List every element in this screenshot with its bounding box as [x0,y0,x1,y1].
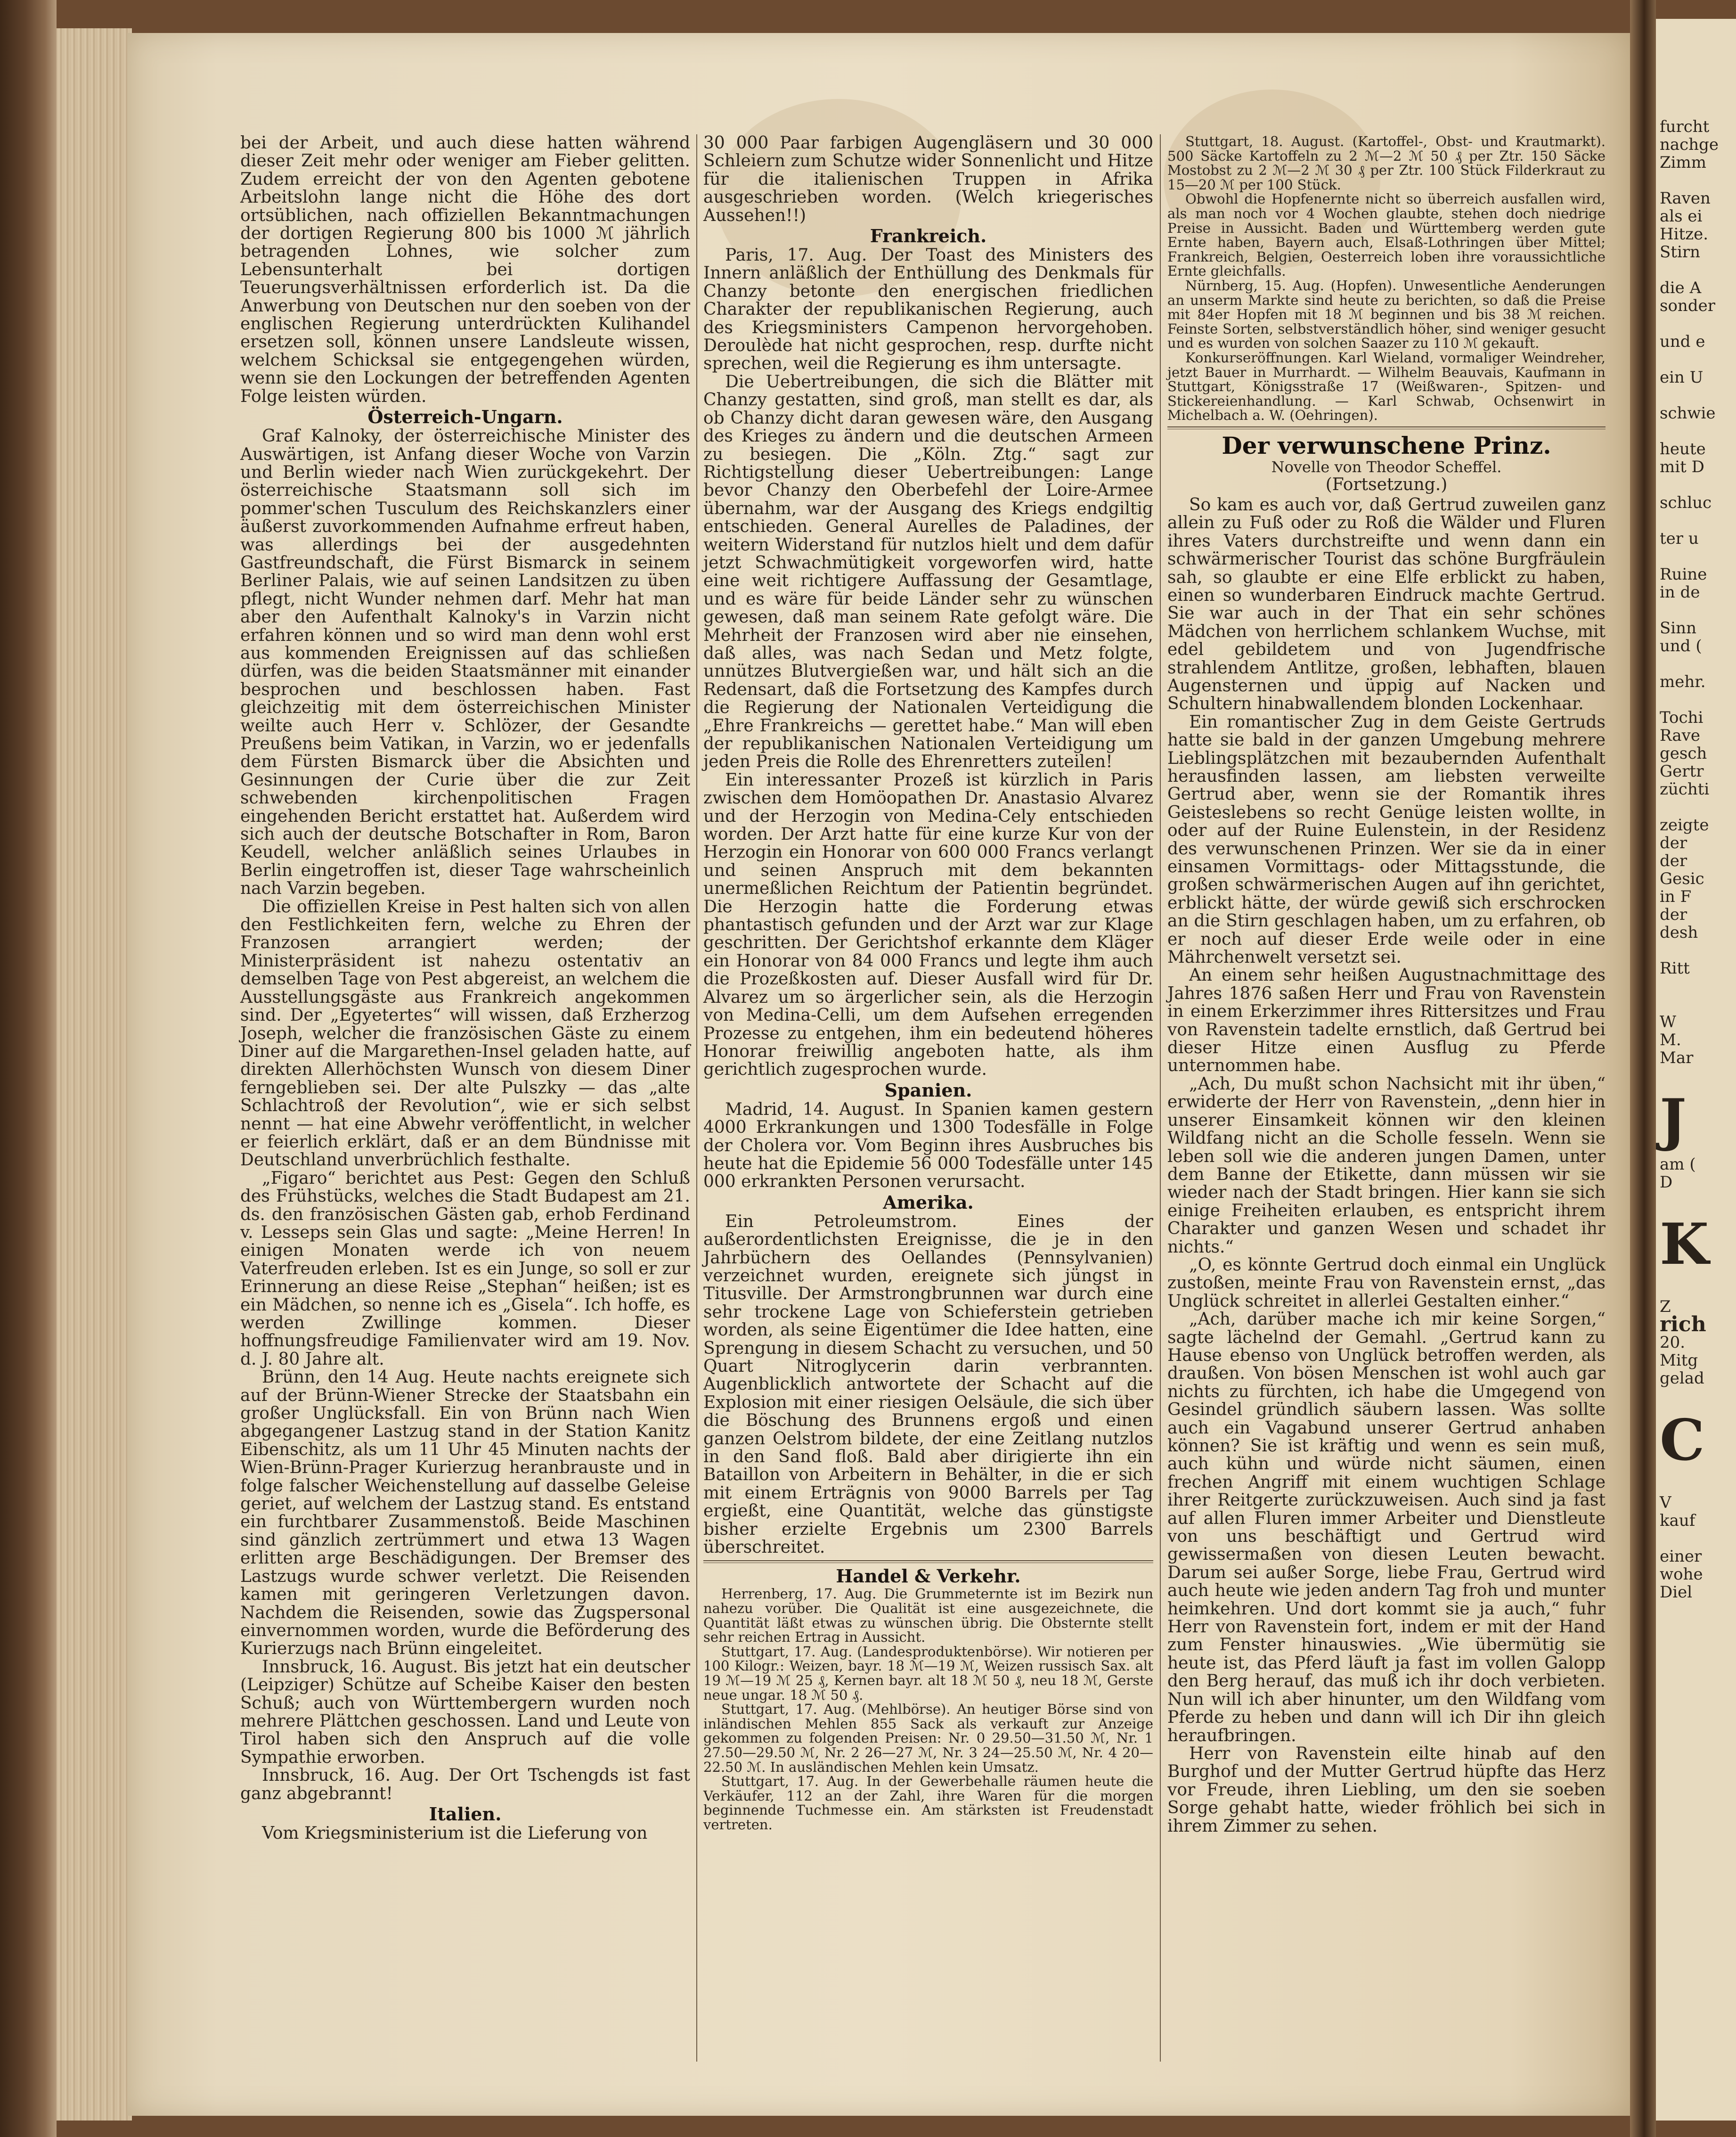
section-heading: Handel & Verkehr. [836,1565,1021,1587]
article-paragraph: Ein Petroleumstrom. Eines der außerordentlichsten Ereignisse, die je in den Jahrbüchern des Oellandes (Pennsylvanien) verzeichnet wurden, ereignete sich jüngst in Titusville. Der Armstrongbrunnen war durch eine sehr trockene Lage von Schieferstein getrieben worden, als seine Eigentümer die Idee hatten, eine Sprengung in diesem Schacht zu versuchen, und 50 Quart Nitroglycerin darin verbrannten. Augenblicklich antwortete der Schacht auf die Explosion mit einer riesigen Oelsäule, die sich über die Böschung des Brunnens ergoß und einen ganzen Oelstrom bildete, der eine Zeitlang nutzlos in den Sand floß. Bald aber dirigierte ihn ein Bataillon von Arbeitern in Behälter, in die er sich mit einem Erträgnis von 9000 Barrels per Tag ergießt, eine Quantität, welche das günstigste bisher erzielte Ergebnis um 2300 Barrels überschreitet. [703,1212,1153,1557]
market-report-paragraph: Nürnberg, 15. Aug. (Hopfen). Unwesentliche Aenderungen an unserm Markte sind heute zu berichten, so daß die Preise mit 84er Hopfen mit 18 ℳ beginnen und bis 38 ℳ reichen. Feinste Sorten, selbstverständlich höher, sind weniger gesucht und es wurden von solchen Saazer zu 110 ℳ gekauft. [1167,277,1606,352]
facing-page-fragment: Gertr [1660,762,1704,781]
facing-page-fragment: und ( [1660,637,1702,655]
market-report [703,1702,1153,1774]
section-heading: Spanien. [884,1079,972,1101]
facing-page-fragment: der [1660,852,1687,870]
column-rule [696,134,697,2062]
facing-page-fragment: einer [1660,1547,1702,1566]
facing-page-fragment: V [1660,1493,1671,1512]
facing-page-fragment: der [1660,905,1687,924]
market-report [1167,134,1606,192]
facing-page-fragment: Mar [1660,1048,1694,1067]
market-report [1167,192,1606,278]
article-paragraph: Innsbruck, 16. Aug. Der Ort Tschengds ist fast ganz abgebrannt! [240,1766,690,1803]
column-2 [703,134,1153,1832]
facing-page-fragment [1660,1387,1719,1405]
article-paragraph: Madrid, 14. August. In Spanien kamen gestern 4000 Erkrankungen und 1300 Todesfälle in Folge der Cholera vor. Vom Beginn ihres Ausbruches bis heute hat die Epidemie 56 000 Todesfälle unter 145 000 erkrankten Personen verursacht. [703,1099,1153,1192]
facing-page-fragment [1660,655,1719,673]
market-report-paragraph: Stuttgart, 17. Aug. (Landesproduktenbörse). Wir notieren per 100 Kilogr.: Weizen, bayr. 18 ℳ—19 ℳ, Weizen russisch Sax. alt 19 ℳ—19 ℳ 25 ₰, Kernen bayr. alt 18 ℳ 50 ₰, neu 18 ℳ, Gerste neue ungar. 18 ℳ 50 ₰. [703,1643,1153,1703]
section-heading: Frankreich. [870,225,987,247]
facing-page-fragment [1660,1530,1719,1547]
market-report [1167,278,1606,351]
article-paragraph: „Ach, darüber mache ich mir keine Sorgen,“ sagte lächelnd der Gemahl. „Gertrud kann zu Hause ebenso von Unglück betroffen werden, als draußen. Von bösen Menschen ist wohl auch gar nichts zu fürchten, ich habe die Umgegend von Gesindel gründlich säubern lassen. Was sollte auch ein Vagabund unserer Gertrud anhaben können? Sie ist kräftig und wenn es sein muß, auch kühn und würde nicht säumen, einen frechen Angriff mit einem wuchtigen Schlage ihrer Reitgerte zurückzuweisen. Auch sind ja fast auf allen Fluren immer Arbeiter und Dienstleute von uns beschäftigt und Gertrud wird gewissermaßen von diesen Leuten bewacht. Darum sei außer Sorge, liebe Frau, Gertrud wird auch heute wie jeden andern Tag froh und munter heimkehren. Und dort kommt sie ja auch,“ fuhr Herr von Ravenstein fort, indem er mit der Hand zum Fenster hinauswies. „Wie übermütig sie heute ist, das Pferd läuft ja fast im vollen Galopp den Berg herauf, das muß ich ihr doch verbieten. Nun will ich aber hinunter, um den Wildfang vom Pferde zu heben und dann will ich Dir ihn gleich heraufbringen. [1167,1310,1606,1745]
facing-page-fragment: furcht [1660,117,1710,136]
facing-page-fragment: schluc [1660,493,1712,512]
facing-page-fragment [1660,422,1719,440]
facing-page-fragment [1660,1191,1719,1209]
facing-page-text [1660,118,1719,1601]
facing-page-fragment: Zimm [1660,153,1706,172]
facing-page-fragment: Raven [1660,189,1711,208]
facing-page-fragment: Stirn [1660,243,1700,262]
facing-page-fragment [1660,512,1719,530]
article-paragraph: Vom Kriegsministerium ist die Lieferung von [262,1823,648,1843]
book-gutter [1630,0,1656,2137]
page-edges [57,28,132,2121]
story-title: Der verwunschene Prinz. [1222,431,1551,459]
article-paragraph: Die offiziellen Kreise in Pest halten sich von allen den Festlichkeiten fern, welche zu Ehren der Franzosen arrangiert werden; der Ministerpräsident ist nahezu ostentativ an demselben Tage von Pest abgereist, an welchem die Ausstellungsgäste aus Frankreich angekommen sind. Der „Egyetertes“ will wissen, daß Erzherzog Joseph, welcher die französischen Gäste zu einem Diner auf die Margarethen-Insel geladen hatte, auf direkten Allerhöchsten Wunsch von diesem Diner ferngeblieben sei. Der alte Pulszky — das „alte Schlachtroß der Revolution“, wie er sich selbst nennt — hat eine Abwehr veröffentlicht, in welcher er feierlich erklärt, daß er an dem Bündnisse mit Deutschland unverbrüchlich festhalte. [240,897,690,1170]
facing-page-fragment: gesch [1660,744,1707,763]
facing-page-fragment: wohe [1660,1565,1703,1584]
facing-page-fragment: sonder [1660,296,1715,315]
facing-page-fragment [1660,351,1719,368]
article-paragraph: An einem sehr heißen Augustnachmittage des Jahres 1876 saßen Herr und Frau von Ravenstein in einem Erkerzimmer ihres Rittersitzes und Frau von Ravenstein tadelte ernstlich, daß Gertrud bei dieser Hitze einen Ausflug zu Pferde unternommen habe. [1167,966,1606,1076]
facing-page-fragment [1660,1280,1719,1298]
facing-page-fragment [1660,172,1719,189]
article-paragraph: Brünn, den 14 Aug. Heute nachts ereignete sich auf der Brünn-Wiener Strecke der Staatsbahn ein großer Unglücksfall. Ein von Brünn nach Wien abgegangener Lastzug stand in der Station Kanitz Eibenschitz, als um 11 Uhr 45 Minuten nachts der Wien-Brünn-Prager Kurierzug heranbrauste und in folge falscher Weichenstellung auf dasselbe Geleise geriet, auf welchem der Lastzug stand. Es entstand ein furchtbarer Zusammenstoß. Beide Maschinen sind gänzlich zertrümmert und etwa 13 Wagen erlitten arge Beschädigungen. Der Bremser des Lastzugs wurde schwer verletzt. Die Reisenden kamen mit geringeren Verletzungen davon. Nachdem die Reisenden, sowie das Zugspersonal einvernommen worden, wurde die Beförderung des Kurierzugs nach Brünn eingeleitet. [240,1367,690,1659]
market-report [703,1587,1153,1644]
facing-page-fragment: ter u [1660,529,1699,548]
facing-page-fragment: in F [1660,887,1692,906]
facing-page-fragment [1660,1476,1719,1494]
facing-page-fragment: in de [1660,583,1700,602]
facing-page-fragment: Tochi [1660,708,1703,727]
facing-page-fragment: K [1660,1211,1709,1277]
facing-page-fragment: Ritt [1660,959,1690,978]
facing-page-fragment: M. [1660,1031,1681,1049]
continuation-note: (Fortsetzung.) [1325,475,1448,494]
article-paragraph: Die Uebertreibungen, die sich die Blätter mit Chanzy gestatten, sind groß, man stellt es dar, als ob Chanzy dicht daran gewesen wäre, den Ausgang des Krieges zu ändern und die deutschen Armeen zu besiegen. Die „Köln. Ztg.“ sagt zur Richtigstellung dieser Uebertreibungen: Lange bevor Chanzy den Oberbefehl der Loire-Armee übernahm, war der Ausgang des Kriegs endgiltig entschieden. General Aurelles de Paladines, der weitern Widerstand für nutzlos hielt und dem dafür jetzt Schwachmütigkeit vorgeworfen wird, hatte eine weit richtigere Auffassung der Gesamtlage, und es wäre für beide Länder sehr zu wünschen gewesen, daß man seinem Rate gefolgt wäre. Die Mehrheit der Franzosen wird aber nie einsehen, daß alles, was nach Sedan und Metz folgte, unnützes Blutvergießen war, und hält sich an die Redensart, daß die Fortsetzung des Kampfes durch die Regierung der Nationalen Verteidigung die „Ehre Frankreichs — gerettet habe.“ Man will eben der republikanischen Nationalen Verteidigung um jeden Preis die Rolle des Ehrenretters zuteilen! [703,372,1153,772]
facing-page-fragment: Hitze. [1660,225,1709,244]
section-heading: Amerika. [883,1191,974,1213]
facing-page-fragment [1660,942,1719,959]
facing-page-fragment: Diel [1660,1583,1693,1602]
market-report-paragraph: Konkurseröffnungen. Karl Wieland, vormaliger Weindreher, jetzt Bauer in Murrhardt. — Wilhelm Beauvais, Kaufmann in Stuttgart, Königsstraße 17 (Weißwaren-, Spitzen- und Stickereienhandlung. — Karl Schwab, Ochsenwirt in Michelbach a. W. (Oehringen). [1167,349,1606,424]
facing-page-fragment [1660,386,1719,404]
facing-page-fragment: Ruine [1660,565,1707,584]
market-report-paragraph: Stuttgart, 18. August. (Kartoffel-, Obst- und Krautmarkt). 500 Säcke Kartoffeln zu 2 ℳ—2 ℳ 50 ₰ per Ztr. 150 Säcke Mostobst zu 2 ℳ—2 ℳ 30 ₰ per Ztr. 100 Stück Filderkraut zu 15—20 ℳ per 100 Stück. [1167,133,1606,193]
facing-page-fragment: züchti [1660,780,1710,799]
facing-page-fragment: desh [1660,923,1698,942]
facing-page-fragment: mit D [1660,458,1704,476]
article-paragraph: bei der Arbeit, und auch diese hatten während dieser Zeit mehr oder weniger am Fieber gelitten. Zudem erreicht der von den Agenten gebotene Arbeitslohn lange nicht die Höhe des dort ortsüblichen, nach offiziellen Bekanntmachungen der dortigen Regierung 800 bis 1000 ℳ jährlich betragenden Lohnes, wie solcher zum Lebensunterhalt bei dortigen Teuerungsverhältnissen erforderlich ist. Da die Anwerbung von Deutschen nur den soeben von der englischen Regierung unterdrückten Kulihandel ersetzen soll, können unsere Landsleute wissen, welchem Schicksal sie entgegengehen würden, wenn sie den Lockungen der betreffenden Agenten Folge leisten würden. [240,133,690,406]
facing-page-fragment: gelad [1660,1369,1704,1388]
market-report-paragraph: Herrenberg, 17. Aug. Die Grummeternte ist im Bezirk nun nahezu vorüber. Die Qualität ist eine ausgezeichnete, die Quantität läßt etwas zu wünschen übrig. Die Obsternte stellt sehr reichen Ertrag in Aussicht. [703,1586,1153,1646]
facing-page-fragment: Sinn [1660,619,1696,638]
facing-page-fragment [1660,1067,1719,1085]
market-report [703,1774,1153,1832]
facing-page-fragment: Mitg [1660,1351,1698,1370]
facing-page-fragment [1660,261,1719,279]
facing-page-fragment [1660,798,1719,816]
facing-page-fragment: schwie [1660,404,1716,423]
facing-page-fragment: als ei [1660,207,1703,226]
book-binding [0,0,57,2137]
article-paragraph: So kam es auch vor, daß Gertrud zuweilen ganz allein zu Fuß oder zu Roß die Wälder und Fluren ihres Vaters durchstreifte und wenn dann ein schwärmerischer Tourist das schöne Burgfräulein sah, so glaubte er eine Elfe erblickt zu haben, einen so wunderbaren Eindruck machte Gertrud. Sie war auch in der That ein sehr schönes Mädchen von herrlichem schlankem Wuchse, mit edel gebildetem und von Jugendfrische strahlendem Antlitze, großen, lebhaften, blauen Augensternen und üppig auf Nacken und Schultern hinabwallendem blonden Lockenhaar. [1167,495,1606,714]
facing-page-fragment [1660,977,1719,995]
article-paragraph: „Ach, Du mußt schon Nachsicht mit ihr üben,“ erwiderte der Herr von Ravenstein, „denn hier in unserer Einsamkeit können wir den kleinen Wildfang nicht an die Scholle fesseln. Wenn sie leben soll wie die anderen jungen Damen, unter dem Banne der Etikette, dann müssen wir sie wieder nach der Stadt bringen. Hier kann sie sich einige Freiheiten erlauben, es entspricht ihrem Charakter und ganzen Wesen und schadet ihr nichts.“ [1167,1074,1606,1257]
column-1 [240,134,690,1842]
facing-page-fragment: Rave [1660,726,1700,745]
facing-page-fragment: am ( [1660,1155,1696,1174]
market-report-paragraph: Obwohl die Hopfenernte nicht so überreich ausfallen wird, als man noch vor 4 Wochen glaubte, stehen doch niedrige Preise in Aussicht. Baden und Württemberg werden gute Ernte haben, Bayern auch, Elsaß-Lothringen über Mittel; Frankreich, Belgien, Oesterreich loben ihre voraussichtliche Ernte gleichfalls. [1167,191,1606,279]
section-rule [1167,426,1606,429]
section-heading: Italien. [429,1803,502,1825]
facing-page-fragment: C [1660,1407,1705,1474]
market-report-paragraph: Stuttgart, 17. Aug. (Mehlbörse). An heutiger Börse sind von inländischen Mehlen 855 Sack als verkauft zur Anzeige gekommen zu folgenden Preisen: Nr. 0 29.50—31.50 ℳ, Nr. 1 27.50—29.50 ℳ, Nr. 2 26—27 ℳ, Nr. 3 24—25.50 ℳ, Nr. 4 20—22.50 ℳ. In ausländischen Mehlen kein Umsatz. [703,1701,1153,1775]
column-3 [1167,134,1606,1835]
facing-page-fragment: rich [1660,1312,1706,1336]
facing-page-fragment: kauf [1660,1511,1695,1530]
market-report [1167,351,1606,423]
facing-page-fragment: 20. [1660,1333,1686,1352]
article-paragraph: „Figaro“ berichtet aus Pest: Gegen den Schluß des Frühstücks, welches die Stadt Budapest am 21. ds. den französischen Gästen gab, erhob Ferdinand v. Lesseps sein Glas und sagte: „Meine Herren! In einigen Monaten werde ich von neuem Vaterfreuden erleben. Ist es ein Junge, so soll er zur Erinnerung an diese Reise „Stephan“ heißen; ist es ein Mädchen, so nenne ich es „Gisela“. Ich hoffe, es werden Zwillinge kommen. Dieser hoffnungsfreudige Familienvater wird am 19. Nov. d. J. 80 Jahre alt. [240,1168,690,1369]
facing-page-fragment: und e [1660,332,1705,351]
facing-page-fragment [1660,476,1719,494]
article-paragraph: Ein interessanter Prozeß ist kürzlich in Paris zwischen dem Homöopathen Dr. Anastasio Alvarez und der Herzogin von Medina-Cely entschieden worden. Der Arzt hatte für eine kurze Kur von der Herzogin ein Honorar von 600 000 Francs verlangt und seinen Anspruch mit dem bekannten unermeßlichen Reichtum der Patientin begründet. Die Herzogin hatte die Forderung etwas phantastisch gefunden und der Arzt war zur Klage geschritten. Der Gerichtshof erkannte dem Kläger ein Honorar von 84 000 Francs und legte ihm auch die Prozeßkosten auf. Dieser Ausfall wird für Dr. Alvarez um so ärgerlicher sein, als die Herzogin von Medina-Celli, um dem Aufsehen erregenden Prozesse zu entgehen, ihm ein bedeutend höheres Honorar freiwillig angeboten hatte, als ihm gerichtlich zugesprochen wurde. [703,770,1153,1080]
article-paragraph: Paris, 17. Aug. Der Toast des Ministers des Innern anläßlich der Enthüllung des Denkmals für Chanzy betonte den energischen friedlichen Charakter der republikanischen Regierung, auch des Kriegsministers Campenon hervorgehoben. Deroulède hat nicht gesprochen, resp. durfte nicht sprechen, weil die Regierung es ihm untersagte. [703,246,1153,374]
facing-page-fragment [1660,995,1719,1013]
facing-page-fragment [1660,315,1719,333]
facing-page-fragment: nachge [1660,135,1719,154]
facing-page-fragment: Gesic [1660,869,1704,888]
article-paragraph: Herr von Ravenstein eilte hinab auf den Burghof und der Mutter Gertrud hüpfte das Herz vor Freude, ihren Liebling, um den sie soeben Sorge gehabt hatte, wieder fröhlich bei sich in ihrem Zimmer zu sehen. [1167,1744,1606,1836]
facing-page-fragment [1660,548,1719,565]
section-heading: Österreich-Ungarn. [367,406,563,428]
facing-page-fragment [1660,601,1719,619]
facing-page-fragment: J [1660,1087,1687,1153]
facing-page-fragment: der [1660,834,1687,852]
facing-page-fragment: zeigte [1660,816,1709,835]
facing-page-fragment [1660,691,1719,709]
market-report-paragraph: Stuttgart, 17. Aug. In der Gewerbehalle räumen heute die Verkäufer, 112 an der Zahl, ihre Waren für die morgen beginnende Tuchmesse ein. Am stärksten ist Freudenstadt vertreten. [703,1773,1153,1833]
facing-page-fragment: mehr. [1660,672,1706,691]
facing-page-fragment: D [1660,1173,1673,1192]
article-paragraph: „O, es könnte Gertrud doch einmal ein Unglück zustoßen, meinte Frau von Ravenstein ernst, „das Unglück schreitet in allerlei Gestalten einher.“ [1167,1255,1606,1311]
article-paragraph: Ein romantischer Zug in dem Geiste Gertruds hatte sie bald in der ganzen Umgebung mehrere Lieblingsplätzchen mit bezaubernden Aufenthalt herausfinden lassen, am liebsten verweilte Gertrud aber, wenn sie der Romantik ihres Geisteslebens so recht Genüge leisten wollte, in oder auf der Ruine Eulenstein, in der Residenz des verwunschenen Prinzen. Wer sie da in einer einsamen Vormittags- oder Mittagsstunde, die großen schwärmerischen Augen auf ihn gerichtet, erblickt hätte, der würde gewiß sich erschrocken an die Stirn geschlagen haben, um zu erfahren, ob er noch auf dieser Erde weile oder in eine Mährchenwelt versetzt sei. [1167,712,1606,967]
facing-page-fragment: Z [1660,1297,1671,1316]
article-paragraph: 30 000 Paar farbigen Augengläsern und 30 000 Schleiern zum Schutze wider Sonnenlicht und Hitze für die italienischen Truppen in Afrika ausgeschrieben worden. (Welch kriegerisches Aussehen!!) [703,133,1153,225]
facing-page-fragment: heute [1660,440,1706,459]
facing-page-fragment: W [1660,1013,1676,1032]
article-paragraph: Innsbruck, 16. August. Bis jetzt hat ein deutscher (Leipziger) Schütze auf Scheibe Kaiser den besten Schuß; auch von Württembergern wurden noch mehrere Plättchen geschossen. Land und Leute von Tirol haben sich den Anspruch auf die volle Sympathie erworben. [240,1657,690,1767]
article-paragraph: Graf Kalnoky, der österreichische Minister des Auswärtigen, ist Anfang dieser Woche von Varzin und Berlin wieder nach Wien zurückgekehrt. Der österreichische Staatsmann soll sich im pommer'schen Tusculum des Reichskanzlers einer äußerst zuvorkommenden Aufnahme erfreut haben, was allerdings bei der ausgedehnten Gastfreundschaft, die Fürst Bismarck in seinem Berliner Palais, wie auf seinen Landsitzen zu üben pflegt, nicht Wunder nehmen darf. Mehr hat man aber den Aufenthalt Kalnoky's in Varzin nicht erfahren können und so wird man denn wohl erst aus kommenden Ereignissen auf das schließen dürfen, was die beiden Staatsmänner mit einander besprochen und beschlossen haben. Fast gleichzeitig mit dem österreichischen Minister weilte auch Herr v. Schlözer, der Gesandte Preußens beim Vatikan, in Varzin, wo er jedenfalls dem Fürsten Bismarck über die Absichten und Gesinnungen der Curie über die zur Zeit schwebenden kirchenpolitischen Fragen eingehenden Bericht erstattet hat. Außerdem wird sich auch der deutsche Botschafter in Rom, Baron Keudell, welcher anläßlich seines Urlaubes in Berlin eingetroffen ist, dieser Tage wahrscheinlich nach Varzin begeben. [240,426,690,899]
facing-page-fragment: ein U [1660,368,1703,387]
facing-page-edge [1656,19,1736,2121]
facing-page-fragment: die A [1660,278,1702,297]
market-report [703,1645,1153,1702]
column-rule [1160,134,1161,2062]
section-rule [703,1560,1153,1563]
story-byline: Novelle von Theodor Scheffel. [1271,458,1502,476]
